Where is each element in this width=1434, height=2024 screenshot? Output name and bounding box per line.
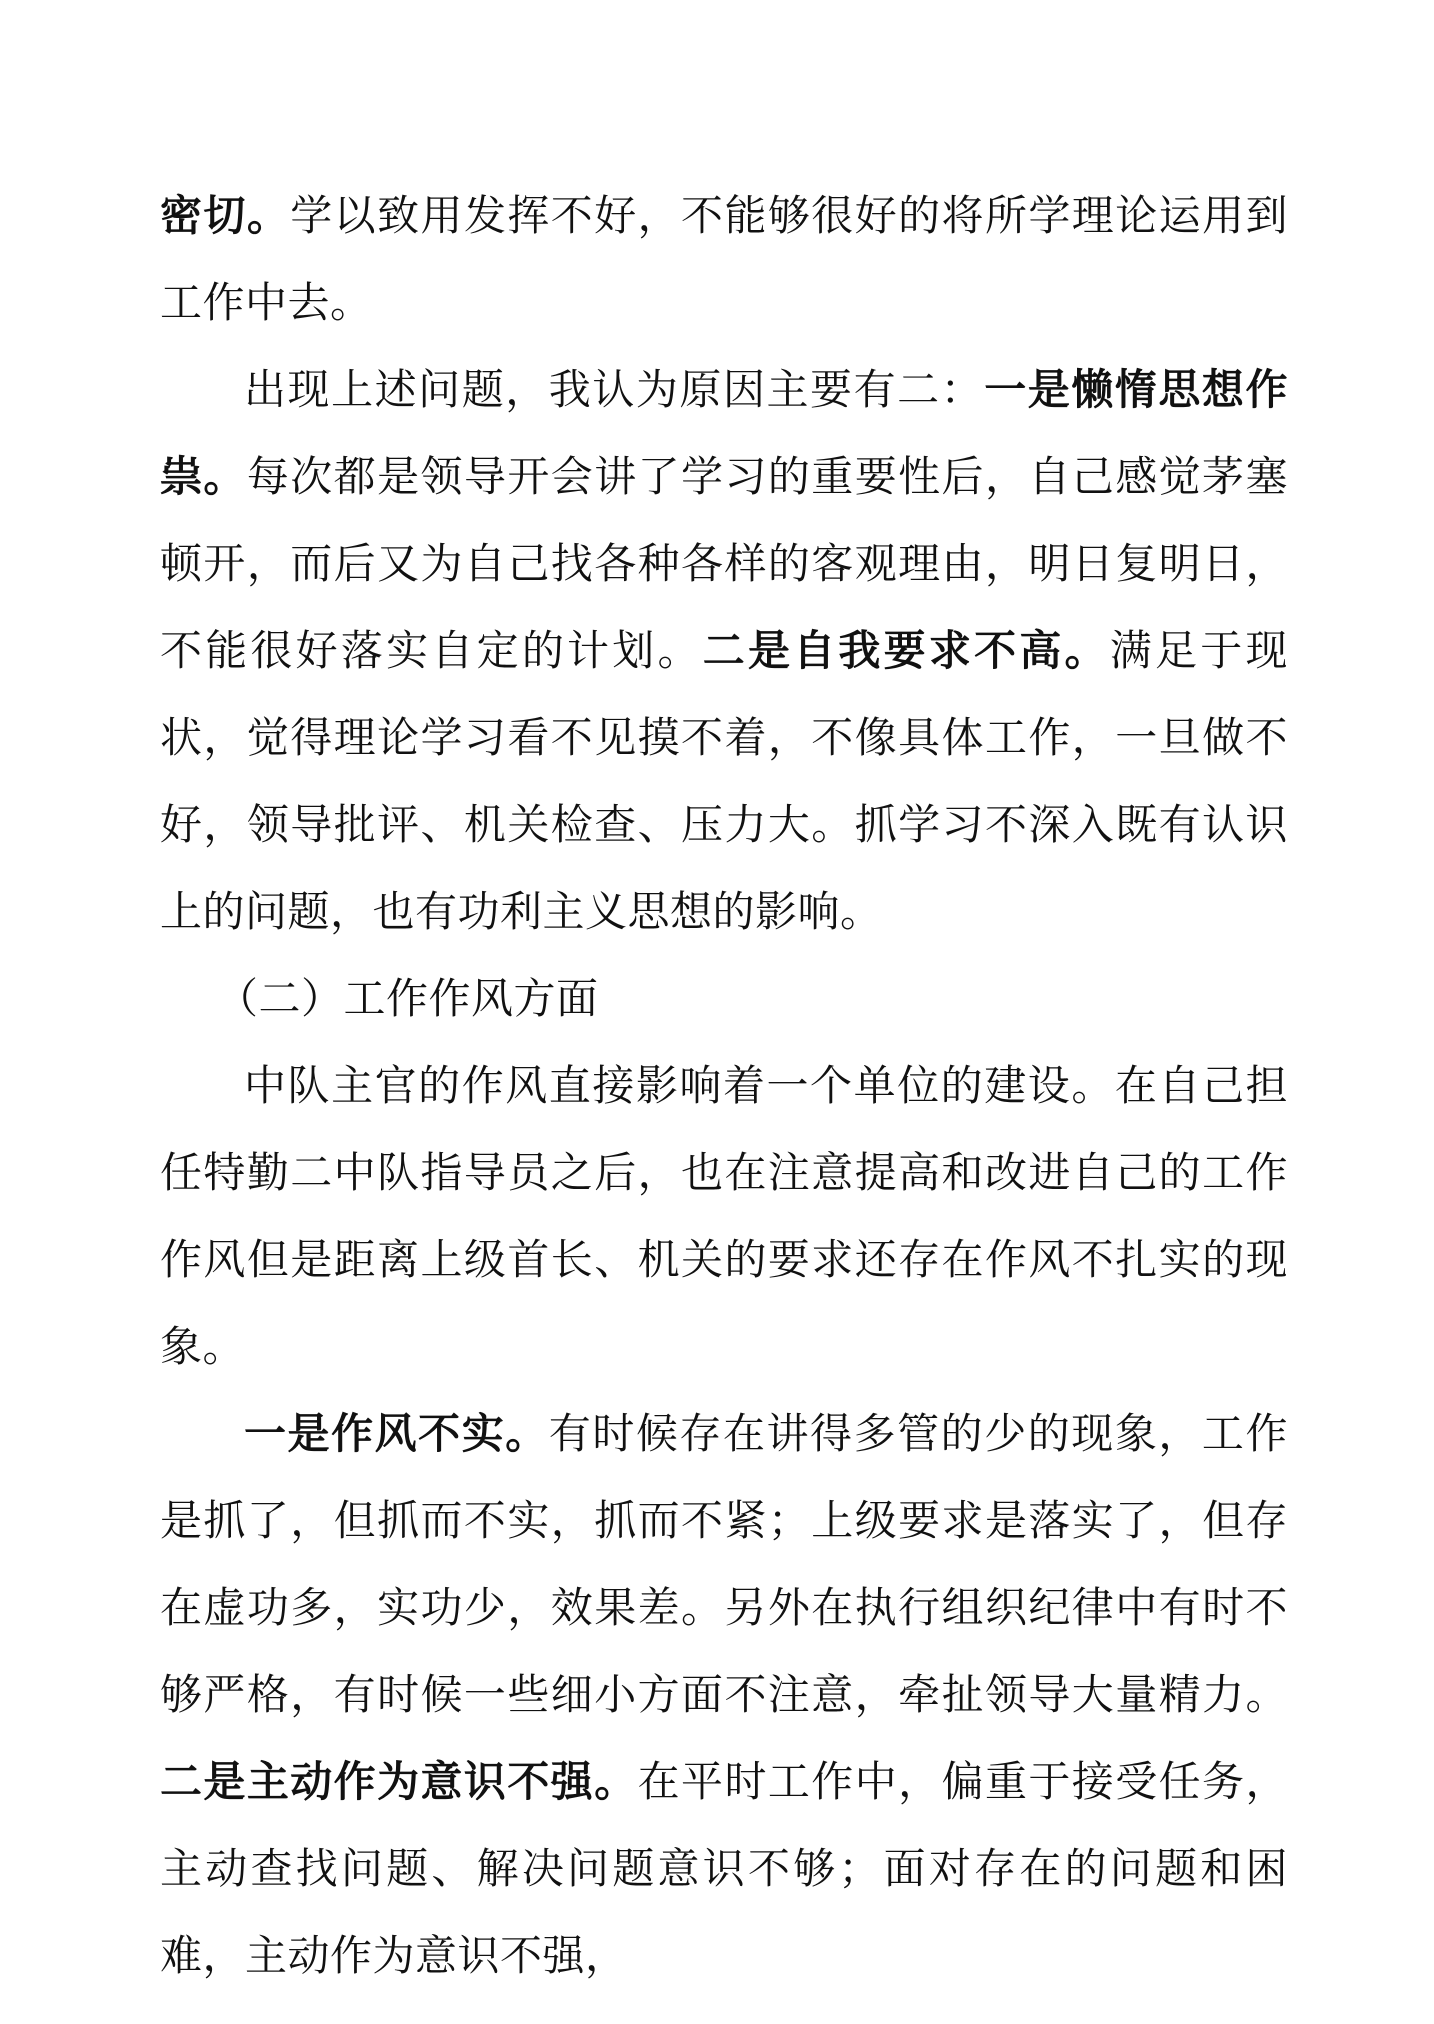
paragraph-text: 出现上述问题，我认为原因主要有二： bbox=[244, 365, 985, 414]
bold-lead-phrase: 密切。 bbox=[160, 191, 291, 240]
paragraph-text: 中队主官的作风直接影响着一个单位的建设。在自己担任特勤二中队指导员之后，也在注意提高和改进自己的工作作风但是距离上级首长、机关的要求还存在作风不扎实的现象。 bbox=[160, 1061, 1288, 1371]
document-page bbox=[160, 172, 1288, 1999]
paragraph-text: 每次都是领导开会讲了学习的重要性后，自己感觉茅塞顿开，而后又为自己找各种各样的客观理由，明日复明日，不能很好落实自定的计划。 bbox=[160, 452, 1288, 675]
section-subheading bbox=[160, 955, 1288, 1042]
paragraph-work-style-intro bbox=[160, 1042, 1288, 1390]
subheading-text: （二）工作作风方面 bbox=[216, 974, 599, 1023]
bold-lead-phrase: 一是作风不实。 bbox=[244, 1409, 549, 1458]
bold-lead-phrase: 二是主动作为意识不强。 bbox=[160, 1757, 638, 1806]
paragraph-text: 学以致用发挥不好，不能够很好的将所学理论运用到工作中去。 bbox=[160, 191, 1288, 327]
paragraph-causes bbox=[160, 346, 1288, 955]
bold-lead-phrase: 二是自我要求不高。 bbox=[702, 626, 1110, 675]
bold-lead-phrase: 一是懒惰思想作祟。 bbox=[160, 365, 1288, 501]
paragraph-continuation bbox=[160, 172, 1288, 346]
paragraph-text: 满足于现状，觉得理论学习看不见摸不着，不像具体工作，一旦做不好，领导批评、机关检查、压力大。抓学习不深入既有认识上的问题，也有功利主义思想的影响。 bbox=[160, 626, 1288, 936]
paragraph-text: 在平时工作中，偏重于接受任务，主动查找问题、解决问题意识不够；面对存在的问题和困难，主动作为意识不强， bbox=[160, 1757, 1288, 1980]
paragraph-work-style-issues bbox=[160, 1390, 1288, 1999]
paragraph-text: 有时候存在讲得多管的少的现象，工作是抓了，但抓而不实，抓而不紧；上级要求是落实了，但存在虚功多，实功少，效果差。另外在执行组织纪律中有时不够严格，有时候一些细小方面不注意，牵扯领导大量精力。 bbox=[160, 1409, 1288, 1719]
